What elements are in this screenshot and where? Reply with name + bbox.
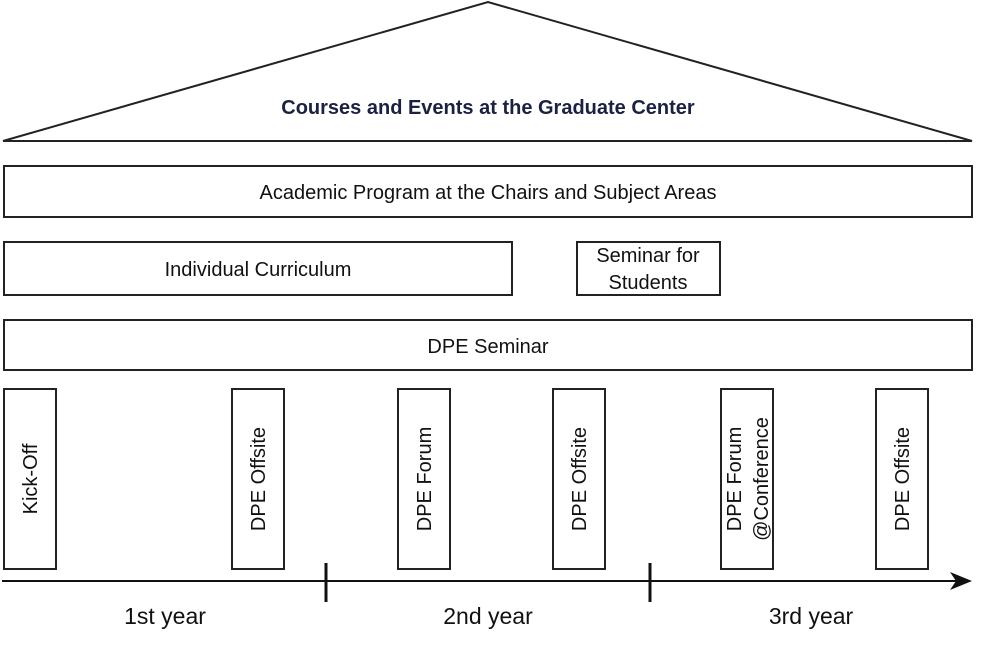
seminar-for-students-line2: Students — [608, 272, 688, 294]
year-2-label: 2nd year — [443, 603, 533, 629]
year-1-label: 1st year — [124, 603, 206, 629]
academic-program-label: Academic Program at the Chairs and Subject Areas — [259, 182, 717, 204]
forum-conference-line2: @Conference — [751, 417, 773, 541]
offsite-2-label: DPE Offsite — [569, 426, 591, 532]
individual-curriculum-label: Individual Curriculum — [164, 259, 352, 281]
roof-triangle — [3, 2, 972, 141]
year-3-label: 3rd year — [768, 603, 854, 629]
offsite-3-label: DPE Offsite — [892, 426, 914, 532]
dpe-seminar-label: DPE Seminar — [427, 336, 549, 358]
offsite-1-label: DPE Offsite — [248, 426, 270, 532]
seminar-for-students-line1: Seminar for — [596, 245, 700, 267]
roof-title: Courses and Events at the Graduate Center — [281, 97, 695, 119]
forum-conference-line1: DPE Forum — [724, 426, 746, 532]
kick-off-label: Kick-Off — [20, 443, 42, 515]
forum-1-label: DPE Forum — [414, 426, 436, 532]
